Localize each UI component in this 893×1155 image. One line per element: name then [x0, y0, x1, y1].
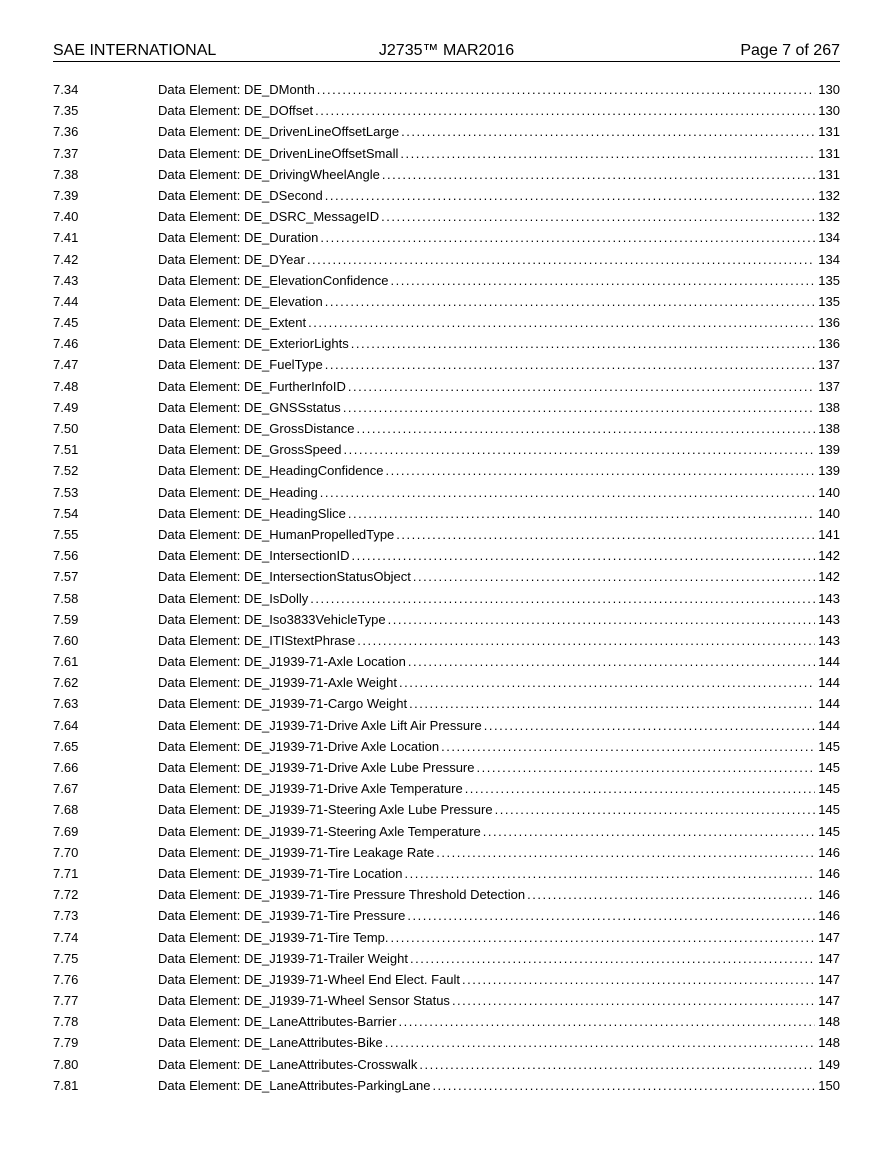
toc-entry-number: 7.41 [53, 230, 79, 246]
toc-entry-line [158, 1011, 840, 1032]
toc-entry-number: 7.47 [53, 357, 79, 373]
dot-leader [462, 969, 815, 990]
toc-entry[interactable] [53, 143, 840, 164]
toc-entry-page: 142 [818, 569, 840, 585]
toc-entry[interactable] [53, 927, 840, 948]
toc-entry-title: Data Element: DE_GrossSpeed [158, 442, 342, 458]
toc-entry[interactable] [53, 757, 840, 778]
dot-leader [410, 948, 815, 969]
toc-entry-title: Data Element: DE_J1939-71-Wheel End Elect. Fault [158, 971, 461, 987]
toc-entry-page: 139 [818, 463, 840, 479]
toc-entry-title: Data Element: DE_J1939-71-Tire Leakage Rate [158, 844, 435, 860]
toc-entry-number: 7.72 [53, 887, 79, 903]
toc-entry-number: 7.57 [53, 569, 79, 585]
toc-entry-number: 7.79 [53, 1035, 79, 1051]
toc-entry[interactable] [53, 693, 840, 714]
toc-entry-number: 7.77 [53, 993, 79, 1009]
toc-entry-line [158, 588, 840, 609]
toc-entry-line [158, 79, 840, 100]
toc-entry-line [158, 503, 840, 524]
toc-entry[interactable] [53, 291, 840, 312]
toc-entry[interactable] [53, 715, 840, 736]
dot-leader [317, 79, 816, 100]
toc-entry-line [158, 376, 840, 397]
toc-entry-page: 146 [818, 887, 840, 903]
toc-entry-number: 7.73 [53, 908, 79, 924]
toc-entry-line [158, 270, 840, 291]
toc-entry-number: 7.55 [53, 526, 79, 542]
toc-entry[interactable] [53, 651, 840, 672]
toc-entry[interactable] [53, 418, 840, 439]
toc-entry-page: 137 [818, 378, 840, 394]
toc-entry-line [158, 757, 840, 778]
toc-entry-page: 143 [818, 632, 840, 648]
dot-leader [484, 715, 816, 736]
toc-entry-title: Data Element: DE_DrivingWheelAngle [158, 166, 380, 182]
toc-entry-line [158, 524, 840, 545]
toc-entry[interactable] [53, 376, 840, 397]
toc-entry[interactable] [53, 354, 840, 375]
dot-leader [407, 905, 815, 926]
dot-leader [527, 884, 815, 905]
toc-entry-number: 7.52 [53, 463, 79, 479]
dot-leader [409, 693, 815, 714]
toc-entry[interactable] [53, 185, 840, 206]
toc-entry-number: 7.35 [53, 103, 79, 119]
toc-entry-number: 7.43 [53, 272, 79, 288]
dot-leader [320, 227, 815, 248]
dot-leader [348, 503, 815, 524]
organization-name: SAE INTERNATIONAL [53, 42, 217, 59]
dot-leader [483, 821, 816, 842]
toc-entry-number: 7.34 [53, 82, 79, 97]
toc-entry-number: 7.44 [53, 293, 79, 309]
dot-leader [408, 651, 815, 672]
toc-entry-line [158, 1075, 840, 1096]
dot-leader [391, 927, 816, 948]
dot-leader [401, 121, 815, 142]
toc-entry-title: Data Element: DE_Extent [158, 315, 307, 331]
page-header [53, 40, 840, 62]
toc-entry[interactable] [53, 842, 840, 863]
dot-leader [351, 545, 815, 566]
toc-entry-line [158, 778, 840, 799]
toc-entry-line [158, 227, 840, 248]
toc-entry-line [158, 1054, 840, 1075]
toc-entry-number: 7.66 [53, 760, 79, 775]
toc-entry-number: 7.71 [53, 865, 79, 881]
toc-entry-number: 7.39 [53, 187, 79, 203]
toc-entry[interactable] [53, 609, 840, 630]
toc-entry-line [158, 143, 840, 164]
toc-entry-number: 7.48 [53, 378, 79, 394]
toc-entry[interactable] [53, 227, 840, 248]
toc-entry[interactable] [53, 1075, 840, 1096]
dot-leader [385, 460, 815, 481]
toc-entry-page: 141 [818, 526, 840, 542]
toc-entry[interactable] [53, 672, 840, 693]
dot-leader [320, 482, 816, 503]
toc-entry-line [158, 312, 840, 333]
toc-entry-page: 144 [818, 696, 840, 712]
dot-leader [381, 206, 815, 227]
toc-entry-title: Data Element: DE_J1939-71-Steering Axle Temperature [158, 823, 481, 839]
dot-leader [413, 566, 815, 587]
toc-entry-number: 7.68 [53, 802, 79, 818]
toc-entry-number: 7.51 [53, 442, 79, 458]
toc-entry-line [158, 439, 840, 460]
toc-entry-title: Data Element: DE_IntersectionStatusObject [158, 569, 411, 585]
toc-entry-line [158, 460, 840, 481]
toc-entry[interactable] [53, 545, 840, 566]
dot-leader [432, 1075, 815, 1096]
toc-entry-page: 136 [818, 315, 840, 331]
toc-entry-title: Data Element: DE_FuelType [158, 357, 323, 373]
toc-entry-line [158, 715, 840, 736]
toc-entry-title: Data Element: DE_FurtherInfoID [158, 378, 346, 394]
toc-entry-title: Data Element: DE_J1939-71-Wheel Sensor Status [158, 993, 450, 1009]
toc-entry-page: 146 [818, 844, 840, 860]
toc-entry-title: Data Element: DE_J1939-71-Drive Axle Lube Pressure [158, 760, 475, 775]
toc-entry-line [158, 482, 840, 503]
dot-leader [382, 164, 815, 185]
toc-entry[interactable] [53, 206, 840, 227]
toc-entry[interactable] [53, 778, 840, 799]
toc-entry-page: 135 [818, 272, 840, 288]
toc-entry-page: 134 [818, 230, 840, 246]
toc-entry-title: Data Element: DE_LaneAttributes-ParkingLane [158, 1077, 431, 1093]
toc-entry-line [158, 354, 840, 375]
toc-entry-page: 137 [818, 357, 840, 373]
toc-entry-line [158, 121, 840, 142]
toc-entry-page: 144 [818, 717, 840, 733]
toc-entry-page: 146 [818, 865, 840, 881]
toc-entry-title: Data Element: DE_J1939-71-Drive Axle Lift Air Pressure [158, 717, 482, 733]
dot-leader [357, 418, 816, 439]
toc-entry-page: 147 [818, 993, 840, 1009]
toc-entry-line [158, 842, 840, 863]
toc-entry[interactable] [53, 990, 840, 1011]
dot-leader [452, 990, 815, 1011]
toc-entry[interactable] [53, 397, 840, 418]
toc-entry-page: 144 [818, 675, 840, 691]
dot-leader [307, 249, 815, 270]
toc-entry[interactable] [53, 821, 840, 842]
dot-leader [391, 270, 816, 291]
toc-entry[interactable] [53, 884, 840, 905]
toc-entry-line [158, 990, 840, 1011]
dot-leader [315, 100, 815, 121]
toc-entry-number: 7.58 [53, 590, 79, 606]
toc-entry-line [158, 672, 840, 693]
toc-entry-page: 134 [818, 251, 840, 267]
toc-entry-line [158, 799, 840, 820]
toc-entry-line [158, 948, 840, 969]
toc-entry-page: 138 [818, 421, 840, 436]
toc-entry-title: Data Element: DE_GrossDistance [158, 421, 355, 436]
toc-entry[interactable] [53, 503, 840, 524]
toc-entry-number: 7.50 [53, 421, 79, 436]
toc-entry-line [158, 206, 840, 227]
toc-entry-page: 140 [818, 484, 840, 500]
toc-entry-title: Data Element: DE_HeadingConfidence [158, 463, 384, 479]
toc-entry[interactable] [53, 460, 840, 481]
toc-entry[interactable] [53, 863, 840, 884]
toc-entry-title: Data Element: DE_DSRC_MessageID [158, 209, 380, 225]
toc-entry-title: Data Element: DE_J1939-71-Cargo Weight [158, 696, 408, 712]
toc-entry-page: 130 [818, 82, 840, 97]
toc-entry-line [158, 291, 840, 312]
toc-entry-title: Data Element: DE_HumanPropelledType [158, 526, 395, 542]
toc-entry-number: 7.65 [53, 738, 79, 754]
toc-entry-page: 140 [818, 505, 840, 521]
toc-entry[interactable] [53, 100, 840, 121]
toc-entry[interactable] [53, 948, 840, 969]
toc-entry-page: 132 [818, 209, 840, 225]
toc-entry-number: 7.63 [53, 696, 79, 712]
toc-entry-line [158, 905, 840, 926]
dot-leader [308, 312, 815, 333]
dot-leader [398, 1011, 815, 1032]
toc-entry-title: Data Element: DE_ITIStextPhrase [158, 632, 356, 648]
toc-entry[interactable] [53, 969, 840, 990]
toc-entry-page: 147 [818, 929, 840, 945]
dot-leader [399, 672, 815, 693]
toc-entry-number: 7.81 [53, 1077, 79, 1093]
toc-entry-title: Data Element: DE_ExteriorLights [158, 336, 349, 352]
toc-entry[interactable] [53, 249, 840, 270]
toc-entry[interactable] [53, 439, 840, 460]
toc-entry-line [158, 397, 840, 418]
toc-entry-title: Data Element: DE_LaneAttributes-Barrier [158, 1014, 397, 1030]
toc-entry[interactable] [53, 1011, 840, 1032]
dot-leader [404, 863, 815, 884]
toc-entry-title: Data Element: DE_J1939-71-Trailer Weight [158, 950, 409, 966]
toc-entry[interactable] [53, 1054, 840, 1075]
toc-entry-title: Data Element: DE_LaneAttributes-Crosswalk [158, 1056, 418, 1072]
dot-leader [310, 588, 815, 609]
toc-entry-page: 145 [818, 823, 840, 839]
toc-entry-title: Data Element: DE_DYear [158, 251, 305, 267]
toc-entry-page: 130 [818, 103, 840, 119]
toc-entry-number: 7.59 [53, 611, 79, 627]
toc-entry-number: 7.64 [53, 717, 79, 733]
toc-entry-page: 146 [818, 908, 840, 924]
toc-entry-title: Data Element: DE_GNSSstatus [158, 399, 341, 415]
toc-entry[interactable] [53, 270, 840, 291]
toc-entry-number: 7.69 [53, 823, 79, 839]
dot-leader [465, 778, 816, 799]
toc-entry[interactable] [53, 524, 840, 545]
toc-entry-line [158, 863, 840, 884]
toc-entry-line [158, 736, 840, 757]
toc-entry-number: 7.36 [53, 124, 79, 140]
toc-entry-line [158, 545, 840, 566]
toc-entry-line [158, 566, 840, 587]
toc-entry-title: Data Element: DE_ElevationConfidence [158, 272, 389, 288]
toc-entry-title: Data Element: DE_J1939-71-Tire Temp. [158, 929, 389, 945]
toc-entry-page: 132 [818, 187, 840, 203]
toc-entry-line [158, 249, 840, 270]
dot-leader [351, 333, 816, 354]
toc-entry-number: 7.42 [53, 251, 79, 267]
toc-entry-number: 7.61 [53, 654, 79, 670]
dot-leader [325, 185, 816, 206]
toc-entry-title: Data Element: DE_HeadingSlice [158, 505, 346, 521]
toc-entry-page: 142 [818, 548, 840, 564]
toc-entry-number: 7.54 [53, 505, 79, 521]
toc-entry-number: 7.40 [53, 209, 79, 225]
toc-entry-line [158, 630, 840, 651]
dot-leader [495, 799, 816, 820]
toc-entry-title: Data Element: DE_J1939-71-Steering Axle Lube Pressure [158, 802, 493, 818]
toc-entry[interactable] [53, 121, 840, 142]
dot-leader [477, 757, 816, 778]
dot-leader [357, 630, 815, 651]
toc-entry-title: Data Element: DE_J1939-71-Drive Axle Location [158, 738, 440, 754]
toc-entry-title: Data Element: DE_J1939-71-Axle Location [158, 654, 406, 670]
toc-entry[interactable] [53, 736, 840, 757]
toc-entry-line [158, 693, 840, 714]
toc-entry[interactable] [53, 1032, 840, 1053]
toc-entry-title: Data Element: DE_J1939-71-Drive Axle Temperature [158, 781, 463, 797]
toc-entry-line [158, 651, 840, 672]
toc-entry[interactable] [53, 482, 840, 503]
document-id: J2735™ MAR2016 [378, 42, 515, 59]
toc-entry-title: Data Element: DE_DrivenLineOffsetLarge [158, 124, 400, 140]
toc-entry-number: 7.70 [53, 844, 79, 860]
dot-leader [441, 736, 815, 757]
toc-entry-line [158, 164, 840, 185]
toc-entry-title: Data Element: DE_J1939-71-Tire Pressure Threshold Detection [158, 887, 526, 903]
toc-entry[interactable] [53, 333, 840, 354]
toc-entry-line [158, 333, 840, 354]
toc-entry-page: 131 [818, 145, 840, 161]
dot-leader [396, 524, 815, 545]
toc-entry-page: 139 [818, 442, 840, 458]
toc-entry-number: 7.62 [53, 675, 79, 691]
toc-entry-page: 145 [818, 802, 840, 818]
toc-entry-page: 147 [818, 971, 840, 987]
toc-entry-number: 7.80 [53, 1056, 79, 1072]
toc-entry-page: 131 [818, 166, 840, 182]
toc-entry-number: 7.46 [53, 336, 79, 352]
dot-leader [343, 397, 815, 418]
dot-leader [348, 376, 815, 397]
toc-entry-line [158, 884, 840, 905]
toc-entry-title: Data Element: DE_DSecond [158, 187, 323, 203]
dot-leader [385, 1032, 816, 1053]
toc-entry-title: Data Element: DE_DOffset [158, 103, 314, 119]
toc-entry-number: 7.37 [53, 145, 79, 161]
toc-entry-line [158, 418, 840, 439]
dot-leader [419, 1054, 815, 1075]
toc-entry-number: 7.60 [53, 632, 79, 648]
toc-entry-number: 7.56 [53, 548, 79, 564]
dot-leader [344, 439, 816, 460]
toc-entry-line [158, 821, 840, 842]
dot-leader [400, 143, 815, 164]
table-of-contents [53, 79, 840, 1096]
toc-entry-number: 7.76 [53, 971, 79, 987]
toc-entry[interactable] [53, 905, 840, 926]
toc-entry-page: 147 [818, 950, 840, 966]
toc-entry-page: 148 [818, 1035, 840, 1051]
toc-entry-page: 145 [818, 760, 840, 775]
toc-entry[interactable] [53, 312, 840, 333]
toc-entry-page: 149 [818, 1056, 840, 1072]
toc-entry-line [158, 969, 840, 990]
toc-entry-number: 7.38 [53, 166, 79, 182]
toc-entry[interactable] [53, 164, 840, 185]
toc-entry[interactable] [53, 630, 840, 651]
toc-entry-title: Data Element: DE_Elevation [158, 293, 323, 309]
toc-entry-page: 131 [818, 124, 840, 140]
toc-entry[interactable] [53, 566, 840, 587]
toc-entry-number: 7.78 [53, 1014, 79, 1030]
toc-entry-title: Data Element: DE_DMonth [158, 82, 315, 97]
toc-entry-title: Data Element: DE_J1939-71-Tire Pressure [158, 908, 406, 924]
toc-entry[interactable] [53, 79, 840, 100]
toc-entry[interactable] [53, 588, 840, 609]
toc-entry-title: Data Element: DE_Iso3833VehicleType [158, 611, 386, 627]
toc-entry[interactable] [53, 799, 840, 820]
toc-entry-page: 148 [818, 1014, 840, 1030]
toc-entry-line [158, 185, 840, 206]
page-number: Page 7 of 267 [740, 42, 840, 59]
toc-entry-line [158, 927, 840, 948]
toc-entry-line [158, 100, 840, 121]
toc-entry-page: 135 [818, 293, 840, 309]
toc-entry-line [158, 1032, 840, 1053]
toc-entry-page: 143 [818, 611, 840, 627]
toc-entry-number: 7.67 [53, 781, 79, 797]
toc-entry-page: 150 [818, 1077, 840, 1093]
toc-entry-title: Data Element: DE_J1939-71-Tire Location [158, 865, 403, 881]
dot-leader [325, 354, 816, 375]
toc-entry-title: Data Element: DE_DrivenLineOffsetSmall [158, 145, 399, 161]
toc-entry-number: 7.45 [53, 315, 79, 331]
toc-entry-page: 138 [818, 399, 840, 415]
dot-leader [388, 609, 816, 630]
toc-entry-number: 7.74 [53, 929, 79, 945]
toc-entry-number: 7.53 [53, 484, 79, 500]
toc-entry-title: Data Element: DE_Duration [158, 230, 319, 246]
toc-entry-line [158, 609, 840, 630]
dot-leader [436, 842, 815, 863]
toc-entry-page: 145 [818, 781, 840, 797]
dot-leader [325, 291, 816, 312]
toc-entry-title: Data Element: DE_J1939-71-Axle Weight [158, 675, 397, 691]
toc-entry-number: 7.49 [53, 399, 79, 415]
toc-entry-page: 143 [818, 590, 840, 606]
toc-entry-number: 7.75 [53, 950, 79, 966]
toc-entry-title: Data Element: DE_IntersectionID [158, 548, 350, 564]
toc-entry-page: 145 [818, 738, 840, 754]
toc-entry-title: Data Element: DE_LaneAttributes-Bike [158, 1035, 383, 1051]
toc-entry-page: 144 [818, 654, 840, 670]
toc-entry-page: 136 [818, 336, 840, 352]
toc-entry-title: Data Element: DE_Heading [158, 484, 318, 500]
toc-entry-title: Data Element: DE_IsDolly [158, 590, 309, 606]
